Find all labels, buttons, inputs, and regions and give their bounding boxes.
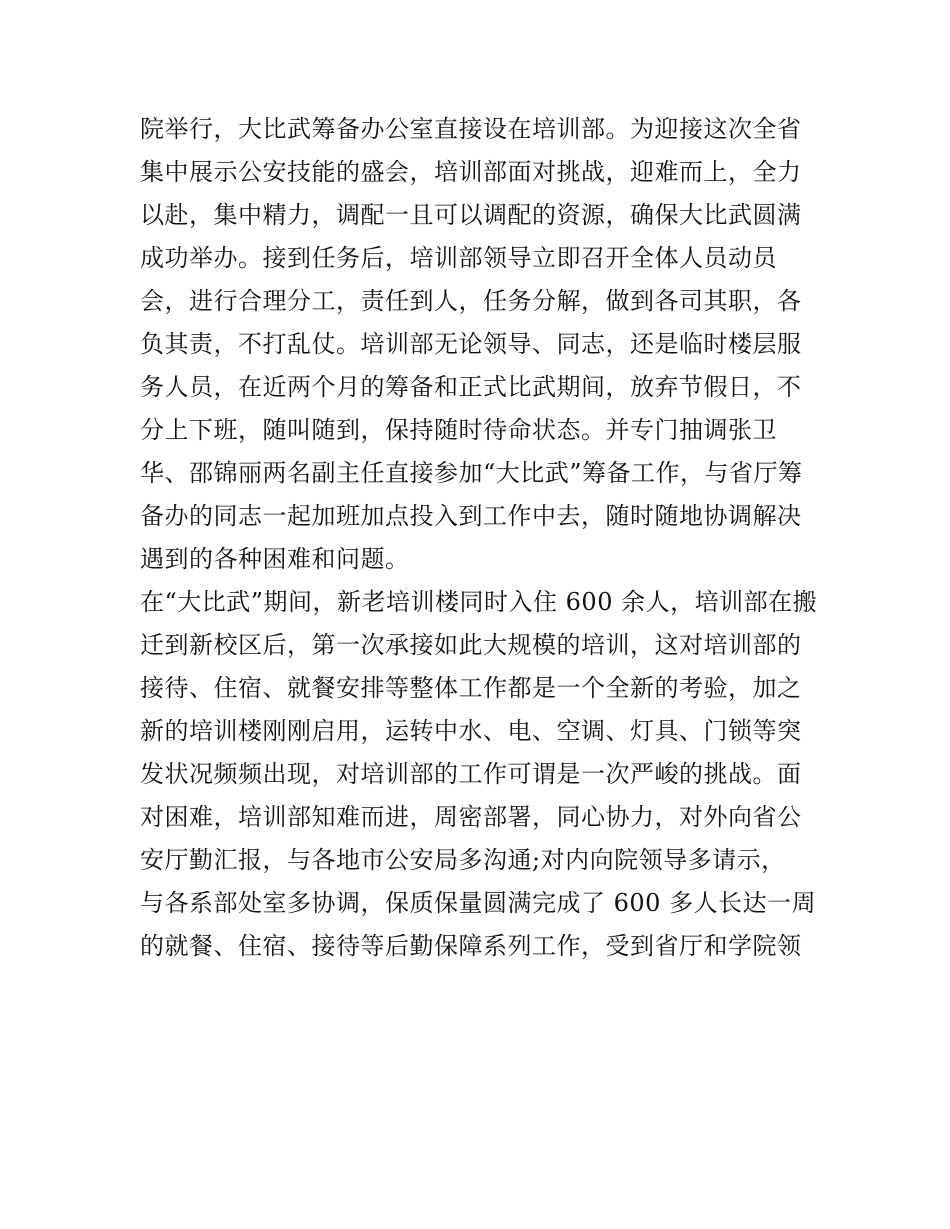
text-line: 对困难，培训部知难而进，周密部署，同心协力，对外向省公	[140, 803, 802, 831]
text-line: 的就餐、住宿、接待等后勤保障系列工作，受到省厅和学院领	[140, 932, 802, 960]
paragraph-1	[140, 108, 820, 581]
body-text	[140, 108, 820, 968]
text-line: 迁到新校区后，第一次承接如此大规模的培训，这对培训部的	[140, 631, 802, 659]
paragraph-2	[140, 581, 820, 968]
text-line: 院举行，大比武筹备办公室直接设在培训部。为迎接这次全省	[140, 115, 802, 143]
text-line: 务人员，在近两个月的筹备和正式比武期间，放弃节假日，不	[140, 373, 802, 401]
text-line: 新的培训楼刚刚启用，运转中水、电、空调、灯具、门锁等突	[140, 717, 802, 745]
text-line: 在“大比武”期间，新老培训楼同时入住 600 余人，培训部在搬	[140, 588, 818, 616]
text-line: 接待、住宿、就餐安排等整体工作都是一个全新的考验，加之	[140, 674, 802, 702]
text-line: 与各系部处室多协调，保质保量圆满完成了 600 多人长达一周	[140, 889, 817, 917]
text-line: 备办的同志一起加班加点投入到工作中去，随时随地协调解决	[140, 502, 802, 530]
text-line: 遇到的各种困难和问题。	[140, 545, 410, 573]
text-line: 负其责，不打乱仗。培训部无论领导、同志，还是临时楼层服	[140, 330, 802, 358]
text-line: 安厅勤汇报，与各地市公安局多沟通;对内向院领导多请示，	[140, 846, 786, 874]
text-line: 以赴，集中精力，调配一且可以调配的资源，确保大比武圆满	[140, 201, 802, 229]
text-line: 华、邵锦丽两名副主任直接参加“大比武”筹备工作，与省厅筹	[140, 459, 803, 487]
text-line: 会，进行合理分工，责任到人，任务分解，做到各司其职，各	[140, 287, 802, 315]
text-line: 集中展示公安技能的盛会，培训部面对挑战，迎难而上，全力	[140, 158, 802, 186]
text-line: 分上下班，随叫随到，保持随时待命状态。并专门抽调张卫	[140, 416, 777, 444]
text-line: 成功举办。接到任务后，培训部领导立即召开全体人员动员	[140, 244, 777, 272]
text-line: 发状况频频出现，对培训部的工作可谓是一次严峻的挑战。面	[140, 760, 802, 788]
